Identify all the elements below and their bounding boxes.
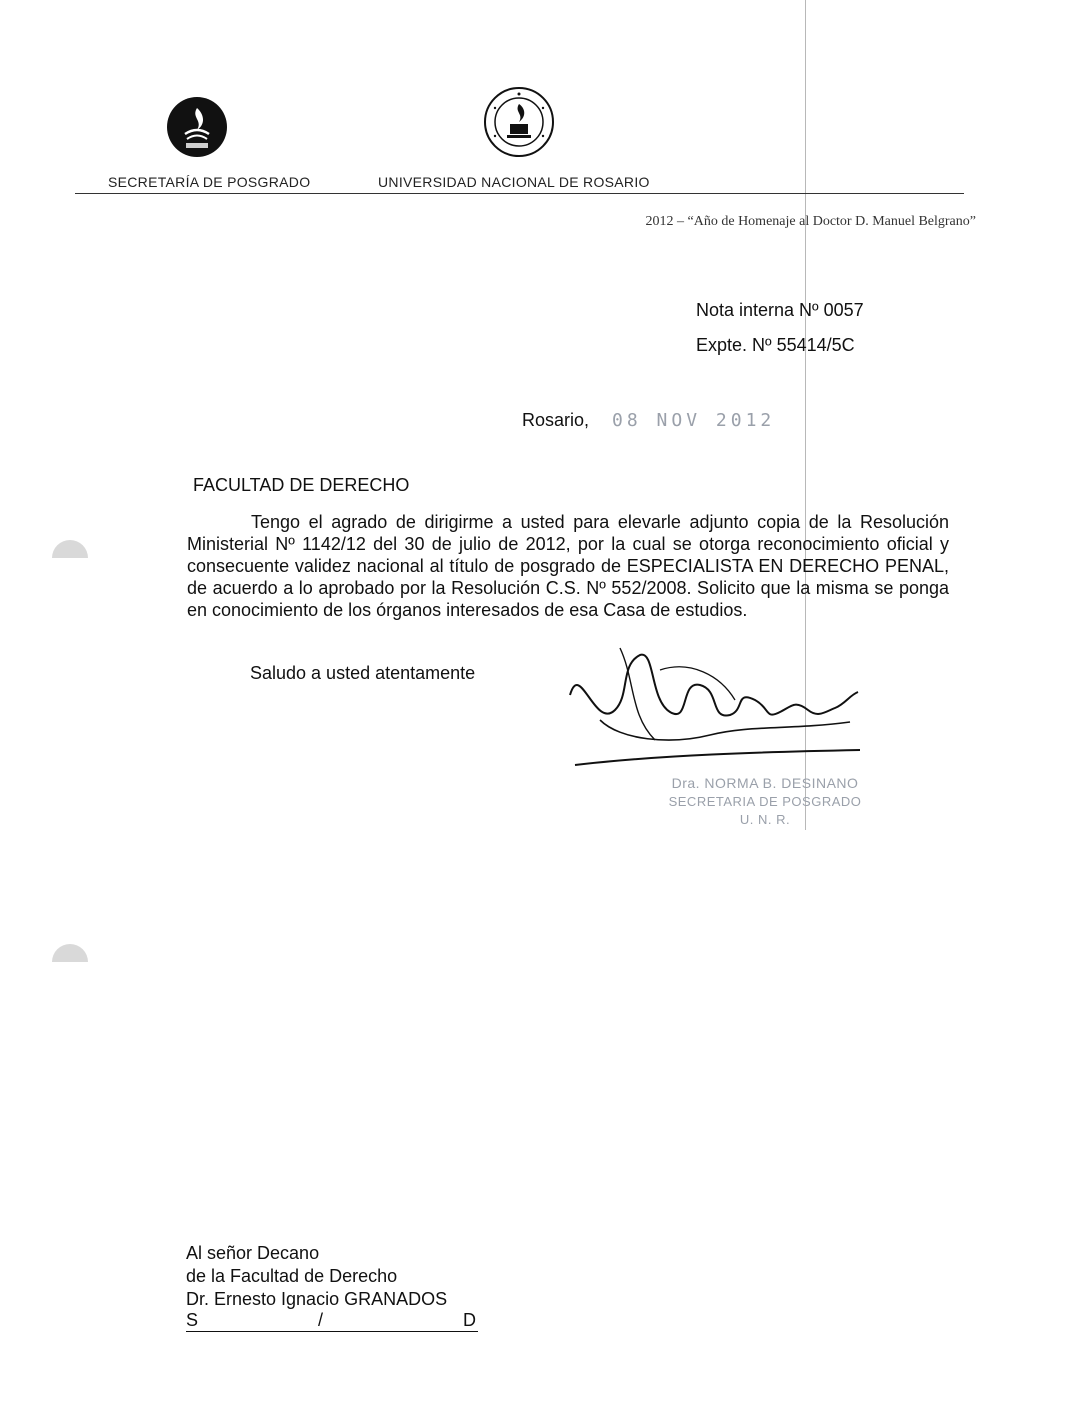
header-left-unit: SECRETARÍA DE POSGRADO <box>108 174 311 190</box>
addressee: FACULTAD DE DERECHO <box>193 475 410 495</box>
header-rule <box>75 193 964 194</box>
closing: Saludo a usted atentamente <box>250 663 476 683</box>
footer-sd-line <box>186 1310 478 1332</box>
posgrado-logo <box>166 96 228 163</box>
date-row <box>522 410 775 431</box>
footer-line-3: Dr. Ernesto Ignacio GRANADOS <box>186 1289 448 1309</box>
footer-d: D <box>463 1310 476 1330</box>
footer-line-1: Al señor Decano <box>186 1243 320 1263</box>
stamp-org: U. N. R. <box>739 812 791 827</box>
unr-seal-logo <box>483 86 555 163</box>
date-stamp: 08 NOV 2012 <box>612 410 776 431</box>
nota-interna: Nota interna Nº 0057 <box>696 300 864 320</box>
expediente-number: Expte. Nº 55414/5C <box>696 335 855 355</box>
stamp-name: Dra. NORMA B. DESINANO <box>671 775 859 791</box>
footer-line-2: de la Facultad de Derecho <box>186 1266 398 1286</box>
header-right-unit: UNIVERSIDAD NACIONAL DE ROSARIO <box>378 174 650 190</box>
footer-s: S <box>186 1310 199 1330</box>
footer-slash: / <box>318 1310 324 1330</box>
punch-hole-top <box>52 540 88 558</box>
date-place: Rosario, <box>522 410 590 430</box>
punch-hole-bottom <box>52 944 88 962</box>
signature <box>560 640 870 785</box>
letter-body: Tengo el agrado de dirigirme a usted para elevarle adjunto copia de la Resolución Ministerial Nº 1142/12 del 30 de julio de 2012, por la cual se otorga reconocimiento oficial y consecuente validez nacional al título de posgrado de ESPECIALISTA EN DERECHO PENAL, de acuerdo a lo aprobado por la Resolución C.S. Nº 552/2008. Solicito que la misma se ponga en conocimiento de los órganos interesados de esa Casa de estudios. <box>187 512 949 620</box>
header-motto: 2012 – “Año de Homenaje al Doctor D. Manuel Belgrano” <box>645 214 976 229</box>
stamp-title: SECRETARIA DE POSGRADO <box>668 794 862 809</box>
